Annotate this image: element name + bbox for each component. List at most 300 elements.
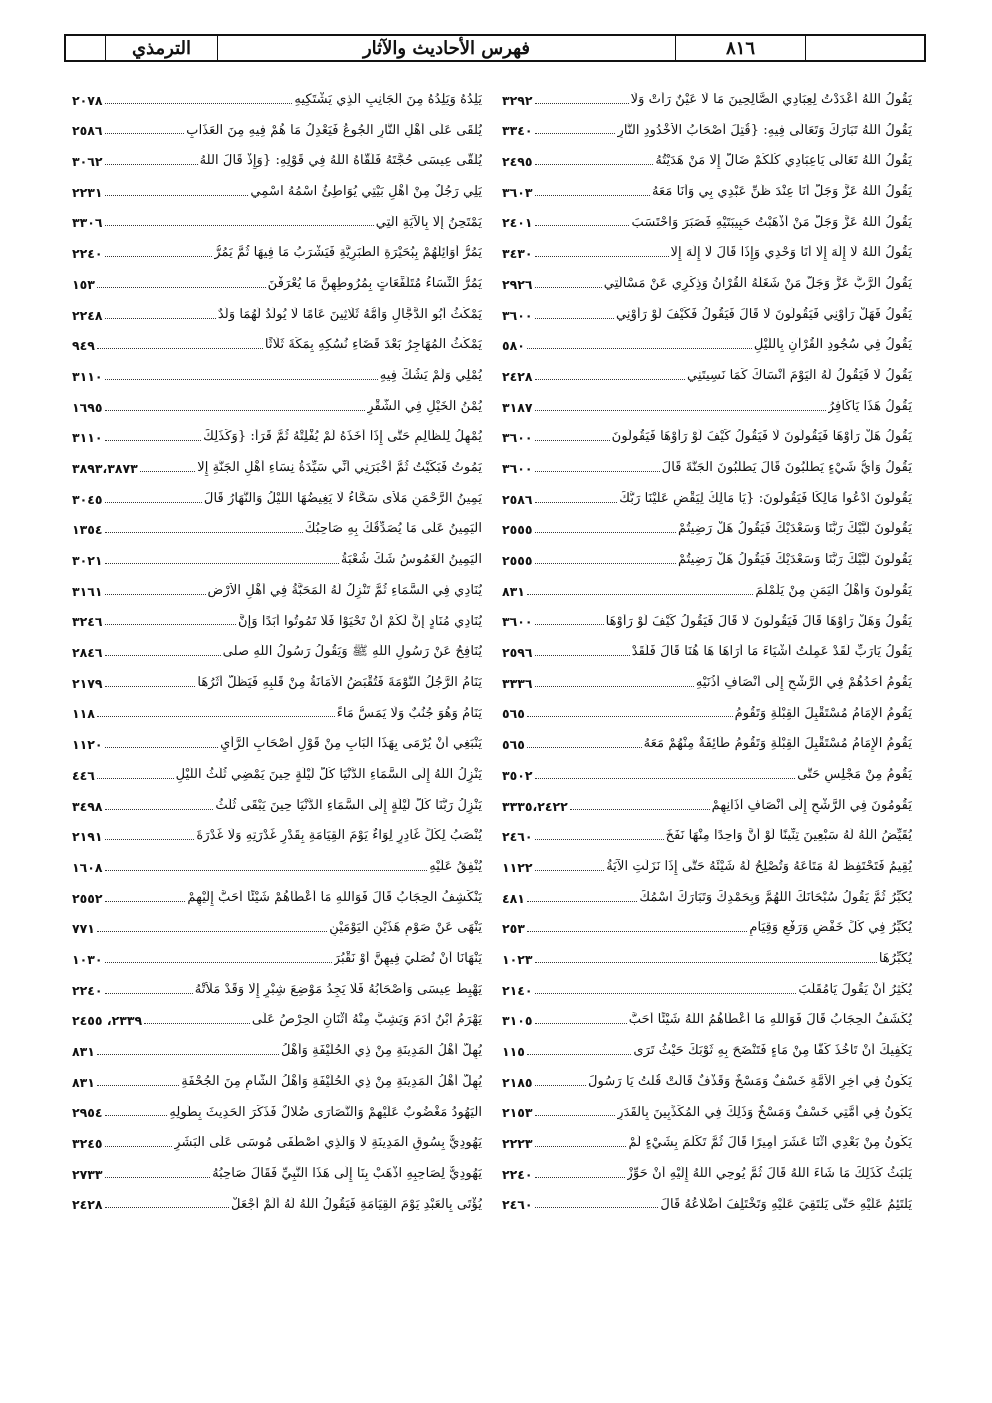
entry-text: يَقُولُ اللَّهُ تَبَارَكَ وَتَعَالَى فِيهِ: {قُتِلَ أَصْحَابُ الْأُخْدُودِ النَّارِ — [617, 122, 912, 138]
entry-hadith-number: ٣٠٦٢ — [72, 154, 103, 170]
index-entry — [502, 817, 912, 848]
index-entry — [72, 1154, 482, 1185]
entry-leader-dots — [535, 1146, 627, 1147]
entry-hadith-number: ٤٤٦ — [72, 767, 95, 783]
index-entry — [502, 1062, 912, 1093]
entry-leader-dots — [105, 103, 293, 104]
entry-text: يَقُومُ مِنْ مَجْلِسٍ حَتَّى — [797, 766, 912, 782]
entry-text: الْيَمِينُ عَلَى مَا يُصَدِّقُكَ بِهِ صَاحِبُكَ — [304, 521, 482, 537]
entry-leader-dots — [97, 778, 174, 779]
entry-text: يَمْكُثُ أَبُو الدَّجَّالِ وَأُمُّهُ ثَلَاثِينَ عَامًا لَا يُولَدُ لَهُمَا وَلَدٌ — [217, 306, 482, 322]
entry-text: يَكُونُ فِي آخِرِ الْأُمَّةِ خَسْفٌ وَمَسْخٌ وَقَذْفٌ قَالَتْ قُلْتُ يَا رَسُولَ — [587, 1073, 912, 1089]
index-entry — [72, 571, 482, 602]
entry-text: يُكْشَفُ الْحِجَابُ قَالَ فَوَاللَّهِ مَا أَعْطَاهُمُ اللَّهُ شَيْئًا أَحَبَّ — [628, 1012, 912, 1028]
entry-leader-dots — [535, 1085, 586, 1086]
index-entry — [72, 632, 482, 663]
index-entry — [502, 1031, 912, 1062]
entry-hadith-number: ٧٧١ — [72, 921, 95, 937]
entry-hadith-number: ١٠٢٣ — [502, 951, 533, 967]
entry-hadith-number: ٣٢٤٦ — [72, 614, 103, 630]
entry-leader-dots — [97, 1085, 179, 1086]
entry-hadith-number: ٥٨٠ — [502, 338, 525, 354]
entry-text: يَنَامُ وَهُوَ جُنُبٌ وَلَا يَمَسُّ مَاءً — [336, 705, 482, 721]
entry-text: يُنْصَبُ لِكُلِّ غَادِرٍ لِوَاءٌ يَوْمَ الْقِيَامَةِ بِقَدْرِ غَدْرَتِهِ وَلَا غَدْرَةَ — [196, 828, 482, 844]
index-entry — [72, 172, 482, 203]
entry-text: يَقُولُ اللَّهُ عَزَّ وَجَلَّ أَنَا عِنْدَ ظَنِّ عَبْدِي بِي وَأَنَا مَعَهُ — [651, 183, 912, 199]
entry-hadith-number: ٣٨٩٣،٣٨٧٣ — [72, 460, 138, 476]
entry-hadith-number: ٥٦٥ — [502, 706, 525, 722]
entry-leader-dots — [535, 655, 630, 656]
entry-text: يَقُولُ وَأَيُّ شَيْءٍ يَطْلُبُونَ قَالَ يَطْلُبُونَ الْجَنَّةَ قَالَ — [661, 460, 912, 476]
entry-text: يُهِلُّ أَهْلُ الْمَدِينَةِ مِنْ ذِي الْحُلَيْفَةِ وَأَهْلُ — [281, 1043, 482, 1059]
entry-hadith-number: ٢١٤٠ — [502, 982, 533, 998]
entry-hadith-number: ٢١٩١ — [72, 829, 103, 845]
entry-hadith-number: ١٠٣٠ — [72, 951, 103, 967]
entry-text: يَقُولُ هَلْ رَأَوْهَا فَيَقُولُونَ لَا فَيَقُولُ كَيْفَ لَوْ رَأَوْهَا فَيَقُولُونَ — [611, 429, 912, 445]
index-entry — [72, 755, 482, 786]
entry-leader-dots — [144, 1023, 250, 1024]
entry-text: الْيَمِينُ الْغَمُوسُ شَكَّ شُعْبَةُ — [340, 552, 482, 568]
index-entry — [72, 264, 482, 295]
entry-leader-dots — [535, 225, 630, 226]
entry-text: يَلْتَئِمُ عَلَيْهِ حَتَّى يَلْتَقِيَ عَلَيْهِ وَتَخْتَلِفَ أَضْلَاعُهُ قَالَ — [660, 1196, 912, 1212]
index-entry — [72, 233, 482, 264]
index-entry — [72, 939, 482, 970]
entry-hadith-number: ٣١١٠ — [72, 430, 103, 446]
index-entry — [502, 909, 912, 940]
entry-hadith-number: ١١٢٠ — [72, 737, 103, 753]
entry-text: يُنَادِي فِي السَّمَاءِ ثُمَّ تَنْزِلُ لَهُ الْمَحَبَّةُ فِي أَهْلِ الْأَرْضِ — [207, 582, 482, 598]
entry-leader-dots — [535, 195, 650, 196]
index-columns — [72, 80, 912, 1380]
entry-text: يَقُولُ هَذَا يَاكَافِرُ — [827, 398, 912, 414]
entry-text: يَكُونُ فِي أُمَّتِي خَسْفٌ وَمَسْخٌ وَذَلِكَ فِي الْمُكَذِّبِينَ بِالْقَدَرِ — [617, 1104, 912, 1120]
entry-text: يَهُودِيٌّ بِسُوقِ الْمَدِينَةِ لَا وَالَّذِي اصْطَفَى مُوسَى عَلَى الْبَشَرِ — [174, 1135, 482, 1151]
entry-hadith-number: ٣٤٩٨ — [72, 798, 103, 814]
index-entry — [72, 602, 482, 633]
index-title: فهرس الأحاديث والآثار — [218, 36, 676, 60]
entry-leader-dots — [535, 318, 614, 319]
entry-hadith-number: ٢١٨٥ — [502, 1074, 533, 1090]
entry-leader-dots — [535, 1207, 659, 1208]
entry-hadith-number: ١١٨ — [72, 706, 95, 722]
index-entry — [72, 448, 482, 479]
entry-text: يَمْكُثُ الْمُهَاجِرُ بَعْدَ قَضَاءِ نُسُكِهِ بِمَكَّةَ ثَلَاثًا — [264, 337, 482, 353]
index-entry — [502, 724, 912, 755]
index-entry — [502, 510, 912, 541]
entry-text: يَقُومُ أَحَدُهُمْ فِي الرَّشْحِ إِلَى أَنْصَافِ أُذُنَيْهِ — [695, 674, 912, 690]
entry-text: يَهُودِيٌّ لِصَاحِبِهِ اذْهَبْ بِنَا إِلَى هَذَا النَّبِيِّ فَقَالَ صَاحِبُهُ — [212, 1165, 482, 1181]
entry-hadith-number: ٢٣٣٩، ٢٤٥٥ — [72, 1013, 143, 1029]
entry-leader-dots — [535, 1177, 625, 1178]
entry-text: يَهْبِطُ عِيسَى وَأَصْحَابُهُ فَلَا يَجِدُ مَوْضِعَ شِبْرٍ إِلَّا وَقَدْ مَلَأَتْهُ — [194, 981, 482, 997]
entry-leader-dots — [105, 747, 219, 748]
entry-hadith-number: ٢٧٣٣ — [72, 1166, 103, 1182]
entry-leader-dots — [535, 532, 676, 533]
entry-leader-dots — [535, 471, 660, 472]
entry-hadith-number: ٣٣٤٠ — [502, 123, 533, 139]
entry-hadith-number: ٢٥٥٢ — [72, 890, 103, 906]
entry-text: يَقُومُ الْإِمَامُ مُسْتَقْبِلَ الْقِبْلَةِ وَتَقُومُ — [734, 705, 912, 721]
index-entry — [72, 817, 482, 848]
entry-leader-dots — [535, 287, 602, 288]
entry-text: يُكَبِّرُهَا — [878, 951, 912, 967]
index-entry — [502, 632, 912, 663]
entry-hadith-number: ٢٩٥٤ — [72, 1105, 103, 1121]
entry-text: يَقُومُونَ فِي الرَّشْحِ إِلَى أَنْصَافِ آذَانِهِمْ — [711, 797, 912, 813]
entry-text: يَنْزِلُ اللَّهُ إِلَى السَّمَاءِ الدُّنْيَا كُلَّ لَيْلَةٍ حِينَ يَمْضِي ثُلُثُ اللَّيْلِ — [175, 766, 482, 782]
entry-text: يَقُولُ فَهَلْ رَأَوْنِي فَيَقُولُونَ لَا قَالَ فَيَقُولُ فَكَيْفَ لَوْ رَأَوْنِي — [615, 306, 912, 322]
entry-hadith-number: ١١٢٢ — [502, 859, 533, 875]
entry-hadith-number: ٨٣١ — [502, 583, 525, 599]
entry-hadith-number: ٩٤٩ — [72, 338, 95, 354]
entry-hadith-number: ٣٣٠٦ — [72, 215, 103, 231]
entry-text: يَنْزِلُ رَبُّنَا كُلَّ لَيْلَةٍ إِلَى السَّمَاءِ الدُّنْيَا حِينَ يَبْقَى ثُلُثُ — [215, 797, 482, 813]
entry-hadith-number: ٢٢٤٠ — [72, 982, 103, 998]
entry-text: يُؤْتَى بِالْعَبْدِ يَوْمَ الْقِيَامَةِ فَيَقُولُ اللَّهُ لَهُ أَلَمْ أَجْعَلْ — [231, 1196, 482, 1212]
entry-leader-dots — [535, 563, 676, 564]
entry-hadith-number: ٨٣١ — [72, 1074, 95, 1090]
entry-leader-dots — [527, 931, 748, 932]
entry-hadith-number: ٢٩٢٦ — [502, 276, 533, 292]
entry-hadith-number: ٥٦٥ — [502, 737, 525, 753]
entry-leader-dots — [535, 1023, 627, 1024]
entry-text: يَنَامُ الرَّجُلُ النَّوْمَةَ فَتُقْبَضُ الْأَمَانَةُ مِنْ قَلْبِهِ فَيَظَلُّ أَثَرُهَا — [197, 674, 482, 690]
entry-leader-dots — [140, 471, 195, 472]
entry-leader-dots — [105, 686, 196, 687]
index-entry — [72, 295, 482, 326]
entry-leader-dots — [535, 839, 664, 840]
entry-hadith-number: ١٥٣ — [72, 276, 95, 292]
entry-hadith-number: ٨٣١ — [72, 1044, 95, 1059]
entry-hadith-number: ٢٢٤٨ — [72, 307, 103, 323]
entry-text: يَنْهَانَا أَنْ نُصَلِّيَ فِيهِنَّ أَوْ نَقْبُرَ — [333, 951, 482, 967]
entry-leader-dots — [527, 747, 642, 748]
entry-leader-dots — [105, 1115, 168, 1116]
index-entry — [72, 786, 482, 817]
index-entry — [502, 295, 912, 326]
index-entry — [502, 356, 912, 387]
page-header — [64, 34, 926, 62]
index-entry — [502, 939, 912, 970]
index-entry — [502, 571, 912, 602]
entry-hadith-number: ٣١١٠ — [72, 368, 103, 384]
entry-hadith-number: ٢٢٣١ — [72, 184, 103, 200]
entry-hadith-number: ٢٢٢٣ — [502, 1136, 533, 1152]
entry-leader-dots — [535, 1115, 616, 1116]
entry-text: يُنَافِحُ عَنْ رَسُولِ اللَّهِ ﷺ وَيَقُولُ رَسُولُ اللَّهِ صلى — [222, 644, 482, 660]
entry-text: يَهْرَمُ ابْنُ آدَمَ وَيَشِبُّ مِنْهُ اثْنَانِ الْحِرْصُ عَلَى — [251, 1012, 482, 1028]
entry-leader-dots — [105, 440, 202, 441]
entry-text: يَقُولُونَ ادْعُوا مَالِكًا فَيَقُولُونَ: {يَا مَالِكُ لِيَقْضِ عَلَيْنَا رَبُّكَ — [619, 490, 912, 506]
entry-text: يُكْثِرُ أَنْ يَقُولَ يَامُقَلِّبَ — [798, 981, 912, 997]
index-entry — [502, 847, 912, 878]
index-entry — [502, 233, 912, 264]
entry-hadith-number: ٣٣٣٥،٢٤٢٢ — [502, 798, 568, 814]
index-entry — [502, 264, 912, 295]
entry-text: يَنْكَشِفُ الْحِجَابُ قَالَ فَوَاللَّهِ مَا أَعْطَاهُمْ شَيْئًا أَحَبَّ إِلَيْهِمْ — [187, 889, 482, 905]
index-entry — [502, 878, 912, 909]
entry-text: يَمُرُّ النِّسَاءُ مُتَلَفِّعَاتٍ بِمُرُوطِهِنَّ مَا يُعْرَفْنَ — [267, 275, 482, 291]
index-entry — [502, 1001, 912, 1032]
index-entry — [72, 1062, 482, 1093]
entry-hadith-number: ٢١٧٩ — [72, 675, 103, 691]
entry-leader-dots — [105, 1207, 230, 1208]
entry-leader-dots — [535, 133, 616, 134]
entry-leader-dots — [535, 962, 877, 963]
entry-hadith-number: ٣٠٢١ — [72, 553, 103, 568]
entry-text: يَقُولُ اللَّهُ أَعْدَدْتُ لِعِبَادِي الصَّالِحِينَ مَا لَا عَيْنٌ رَأَتْ وَلَا — [630, 91, 912, 107]
index-entry — [72, 356, 482, 387]
entry-leader-dots — [527, 594, 753, 595]
entry-leader-dots — [97, 931, 327, 932]
entry-leader-dots — [105, 594, 206, 595]
index-entry — [72, 1093, 482, 1124]
index-entry — [72, 203, 482, 234]
entry-hadith-number: ٣٢٤٥ — [72, 1136, 103, 1152]
entry-leader-dots — [105, 993, 193, 994]
entry-text: يَقُولُ لَا فَيَقُولُ لَهُ الْيَوْمَ أَنْسَاكَ كَمَا نَسِيتَنِي — [687, 368, 912, 384]
entry-hadith-number: ٣٥٠٢ — [502, 767, 533, 783]
entry-text: يَقُومُ الْإِمَامُ مُسْتَقْبِلَ الْقِبْلَةِ وَتَقُومُ طَائِفَةٌ مِنْهُمْ مَعَهُ — [643, 736, 912, 752]
entry-leader-dots — [535, 256, 669, 257]
entry-leader-dots — [105, 1146, 173, 1147]
entry-text: الْيَهُودُ مَغْضُوبٌ عَلَيْهِمْ وَالنَّصَارَى ضُلَّالٌ فَذَكَرَ الْحَدِيثَ بِطُولِهِ — [169, 1104, 482, 1120]
index-entry — [502, 111, 912, 142]
entry-text: يَقُولُونَ لَبَّيْكَ رَبَّنَا وَسَعْدَيْكَ فَيَقُولُ هَلْ رَضِيتُمْ — [677, 552, 912, 568]
entry-leader-dots — [105, 502, 202, 503]
index-entry — [502, 540, 912, 571]
entry-leader-dots — [105, 1177, 211, 1178]
entry-hadith-number: ٢٤٦٠ — [502, 829, 533, 845]
entry-leader-dots — [527, 348, 752, 349]
entry-leader-dots — [105, 532, 303, 533]
index-entry — [72, 111, 482, 142]
entry-hadith-number: ٢٢٤٠ — [72, 246, 103, 262]
entry-leader-dots — [105, 655, 221, 656]
entry-hadith-number: ٢٢٤٠ — [502, 1166, 533, 1182]
index-column-left — [72, 80, 482, 1380]
entry-text: يُكَبِّرُ ثُمَّ يَقُولُ سُبْحَانَكَ اللَّهُمَّ وَبِحَمْدِكَ وَتَبَارَكَ اسْمُكَ — [639, 889, 912, 905]
entry-hadith-number: ٣٦٠٠ — [502, 460, 533, 476]
entry-leader-dots — [535, 440, 610, 441]
entry-hadith-number: ٢٠٧٨ — [72, 92, 103, 108]
index-entry — [502, 1123, 912, 1154]
entry-text: يَنْهَى عَنْ صَوْمِ هَذَيْنِ الْيَوْمَيْنِ — [329, 920, 482, 936]
entry-leader-dots — [535, 410, 826, 411]
entry-hadith-number: ٢٥٩٦ — [502, 645, 533, 661]
entry-hadith-number: ٣١٦١ — [72, 583, 103, 599]
entry-text: يَلْبَثُ كَذَلِكَ مَا شَاءَ اللَّهُ قَالَ ثُمَّ يُوحِي اللَّهُ إِلَيْهِ أَنْ حَوِّزْ — [626, 1165, 912, 1181]
entry-text: يُمْلِي وَلَمْ يَشُكَّ فِيهِ — [379, 368, 482, 384]
entry-text: يَنْبَغِي أَنْ يُرْمَى بِهَذَا الْبَابِ مِنْ قَوْلِ أَصْحَابِ الرَّأْيِ — [220, 736, 482, 752]
index-entry — [502, 663, 912, 694]
entry-leader-dots — [570, 809, 710, 810]
index-entry — [502, 694, 912, 725]
entry-leader-dots — [105, 809, 214, 810]
index-entry — [72, 1031, 482, 1062]
entry-text: يَقُولُ وَهَلْ رَأَوْهَا قَالَ فَيَقُولُونَ لَا قَالَ فَيَقُولُ كَيْفَ لَوْ رَأَوْهَا — [605, 613, 912, 629]
entry-leader-dots — [97, 348, 263, 349]
entry-hadith-number: ٢٤٩٥ — [502, 154, 533, 170]
entry-hadith-number: ٣٠٤٥ — [72, 491, 103, 507]
entry-leader-dots — [527, 1054, 631, 1055]
entry-text: يَمُوتُ فَبَكَيْتُ ثُمَّ أَخْبَرَنِي أَنِّي سَيِّدَةُ نِسَاءِ أَهْلِ الْجَنَّةِ إِلَّا — [197, 460, 482, 476]
entry-hadith-number: ٣٦٠٠ — [502, 614, 533, 630]
entry-leader-dots — [105, 962, 332, 963]
entry-text: يَقُولُ يَارَبِّ لَقَدْ عَمِلْتُ أَشْيَاءَ مَا أَرَاهَا هَا هُنَا قَالَ فَلَقَدْ — [631, 644, 912, 660]
entry-leader-dots — [105, 256, 213, 257]
entry-text: يَلِدُهُ وَيَلِدُهُ مِنَ الْجَانِبِ الَّذِي يَشْتَكِيهِ — [294, 91, 482, 107]
entry-text: يَمِينُ الرَّحْمَنِ مَلْأَى سَحَّاءُ لَا يَغِيضُهَا اللَّيْلُ وَالنَّهَارُ قَالَ — [203, 490, 482, 506]
entry-hadith-number: ١٦٩٥ — [72, 399, 103, 415]
entry-leader-dots — [105, 870, 428, 871]
index-entry — [72, 418, 482, 449]
entry-text: يَقُولُونَ وَأَهْلُ الْيَمَنِ مِنْ يَلَمْلَمَ — [755, 582, 912, 598]
index-entry — [502, 1093, 912, 1124]
entry-text: يَقُولُ الرَّبُّ عَزَّ وَجَلَّ مَنْ شَغَلَهُ الْقُرْآنُ وَذِكْرِي عَنْ مَسْأَلَتِي — [603, 275, 912, 291]
entry-text: يُقِيمُ فَتَحْتَفِظُ لَهُ مَتَاعَهُ وَتُصْلِحُ لَهُ شَيْئَهُ حَتَّى إِذَا نَزَلَتِ الْآيَةُ — [606, 859, 912, 875]
entry-hadith-number: ٣٣٣٦ — [502, 675, 533, 691]
entry-leader-dots — [535, 624, 604, 625]
entry-leader-dots — [535, 870, 605, 871]
index-entry — [502, 203, 912, 234]
entry-leader-dots — [105, 133, 185, 134]
entry-leader-dots — [105, 318, 216, 319]
entry-leader-dots — [105, 410, 366, 411]
header-blank-cell-right — [806, 36, 924, 60]
entry-hadith-number: ١٣٥٤ — [72, 522, 103, 538]
entry-hadith-number: ٣٦٠٣ — [502, 184, 533, 200]
entry-leader-dots — [105, 839, 195, 840]
entry-text: يَقُولُ فِي سُجُودِ الْقُرْآنِ بِاللَّيْلِ — [753, 337, 912, 353]
entry-text: يَمْتَحِنُ إِلَّا بِالْآيَةِ الَّتِي — [375, 214, 482, 230]
index-entry — [72, 387, 482, 418]
entry-text: يُنْفِقُ عَلَيْهِ — [429, 859, 482, 875]
entry-leader-dots — [105, 379, 378, 380]
index-entry — [502, 1154, 912, 1185]
entry-text: يَكُونُ مِنْ بَعْدِي اثْنَا عَشَرَ أَمِيرًا قَالَ ثُمَّ تَكَلَّمَ بِشَيْءٍ لَمْ — [628, 1135, 912, 1151]
index-entry — [72, 1123, 482, 1154]
index-entry — [502, 387, 912, 418]
entry-hadith-number: ٢٨٤٦ — [72, 645, 103, 661]
index-entry — [502, 141, 912, 172]
index-entry — [502, 970, 912, 1001]
entry-hadith-number: ٣٤٣٠ — [502, 246, 533, 262]
entry-text: يُمْهِلُ لِلظَّالِمِ حَتَّى إِذَا أَخَذَهُ لَمْ يُفْلِتْهُ ثُمَّ قَرَأَ: {وَكَذَلِكَ — [203, 429, 482, 445]
entry-text: يُمْنُ الْخَيْلِ فِي الشُّقْرِ — [367, 398, 482, 414]
entry-hadith-number: ٢٤٠١ — [502, 215, 533, 231]
entry-text: يُكَبِّرُ فِي كُلِّ خَفْضٍ وَرَفْعٍ وَقِيَامٍ — [749, 920, 912, 936]
entry-hadith-number: ١٦٠٨ — [72, 859, 103, 875]
entry-hadith-number: ٣٦٠٠ — [502, 307, 533, 323]
index-entry — [72, 909, 482, 940]
entry-leader-dots — [105, 225, 374, 226]
entry-text: يُلْقَى عَلَى أَهْلِ النَّارِ الْجُوعُ فَيَعْدِلُ مَا هُمْ فِيهِ مِنَ الْعَذَابِ — [186, 122, 482, 138]
entry-hadith-number: ٢١٥٣ — [502, 1105, 533, 1121]
index-entry — [72, 479, 482, 510]
entry-text: يُقَيِّضُ اللَّهُ لَهُ سَبْعِينَ تِنِّينًا لَوْ أَنَّ وَاحِدًا مِنْهَا نَفَخَ — [665, 828, 912, 844]
entry-leader-dots — [535, 103, 629, 104]
index-entry — [502, 786, 912, 817]
entry-leader-dots — [97, 287, 266, 288]
entry-leader-dots — [535, 379, 686, 380]
index-entry — [502, 448, 912, 479]
index-entry — [72, 1001, 482, 1032]
entry-hadith-number: ٣٦٠٠ — [502, 430, 533, 446]
index-entry — [502, 479, 912, 510]
index-entry — [72, 694, 482, 725]
entry-hadith-number: ٢٤٢٨ — [72, 1197, 103, 1213]
entry-leader-dots — [105, 195, 249, 196]
entry-leader-dots — [527, 716, 733, 717]
index-entry — [502, 80, 912, 111]
entry-hadith-number: ٢٥٣ — [502, 921, 525, 937]
entry-hadith-number: ٢٤٢٨ — [502, 368, 533, 384]
index-entry — [502, 602, 912, 633]
index-entry — [72, 326, 482, 357]
entry-leader-dots — [527, 901, 637, 902]
entry-leader-dots — [535, 993, 797, 994]
entry-hadith-number: ٣٢٩٢ — [502, 92, 533, 108]
page-number: ٨١٦ — [676, 36, 806, 60]
index-entry — [502, 755, 912, 786]
entry-hadith-number: ٢٥٨٦ — [502, 491, 533, 507]
entry-text: يَقُولُ اللَّهُ عَزَّ وَجَلَّ مَنْ أَذْهَبْتُ حَبِيبَتَيْهِ فَصَبَرَ وَاحْتَسَبَ — [631, 214, 912, 230]
entry-text: يُنَادِي مُنَادٍ إِنَّ لَكُمْ أَنْ تَحْيَوْا فَلَا تَمُوتُوا أَبَدًا وَإِنَّ — [237, 613, 482, 629]
index-entry — [72, 1185, 482, 1216]
entry-hadith-number: ٢٥٨٦ — [72, 123, 103, 139]
index-entry — [502, 1185, 912, 1216]
entry-leader-dots — [97, 716, 335, 717]
entry-leader-dots — [105, 164, 198, 165]
entry-hadith-number: ٣١٨٧ — [502, 399, 533, 415]
entry-text: يُهِلُّ أَهْلُ الْمَدِينَةِ مِنْ ذِي الْحُلَيْفَةِ وَأَهْلُ الشَّامِ مِنَ الْجُحْفَةِ — [181, 1073, 482, 1089]
header-blank-cell-left — [66, 36, 106, 60]
index-entry — [72, 510, 482, 541]
entry-hadith-number: ٢٤٦٠ — [502, 1197, 533, 1213]
entry-leader-dots — [535, 502, 618, 503]
entry-text: يُلَقَّى عِيسَى حُجَّتَهُ فَلَقَّاهُ اللَّهُ فِي قَوْلِهِ: {وَإِذْ قَالَ اللَّهُ — [199, 153, 482, 169]
entry-leader-dots — [105, 624, 236, 625]
entry-text: يَقُولُ اللَّهُ لَا إِلَهَ إِلَّا أَنَا وَحْدِي وَإِذَا قَالَ لَا إِلَهَ إِلَّا — [670, 245, 912, 261]
entry-hadith-number: ٢٥٥٥ — [502, 522, 533, 538]
entry-leader-dots — [535, 686, 694, 687]
entry-text: يَمُرُّ أَوَائِلُهُمْ بِبُحَيْرَةِ الطَّبَرِيَّةِ فَيَشْرَبُ مَا فِيهَا ثُمَّ يَمُرُّ — [214, 245, 482, 261]
index-entry — [502, 172, 912, 203]
entry-hadith-number: ٤٨١ — [502, 890, 525, 906]
entry-leader-dots — [105, 901, 186, 902]
index-entry — [502, 326, 912, 357]
index-entry — [72, 724, 482, 755]
index-column-right — [502, 80, 912, 1380]
index-entry — [72, 847, 482, 878]
entry-text: يَلِي رَجُلٌ مِنْ أَهْلِ بَيْتِي يُوَاطِئُ اسْمُهُ اسْمِي — [250, 183, 482, 199]
entry-text: يَكْفِيكَ أَنْ تَأْخُذَ كَفًّا مِنْ مَاءٍ فَتَنْضَحَ بِهِ ثَوْبَكَ حَيْثُ تَرَى — [633, 1043, 912, 1059]
entry-leader-dots — [97, 1054, 279, 1055]
entry-text: يَقُولُ اللَّهُ تَعَالَى يَاعِبَادِي كُلُّكُمْ ضَالٌّ إِلَّا مَنْ هَدَيْتُهُ — [655, 153, 912, 169]
book-name: الترمذي — [106, 36, 218, 60]
index-entry — [72, 80, 482, 111]
entry-leader-dots — [535, 778, 796, 779]
index-entry — [72, 540, 482, 571]
index-entry — [72, 970, 482, 1001]
entry-text: يَقُولُونَ لَبَّيْكَ رَبَّنَا وَسَعْدَيْكَ فَيَقُولُ هَلْ رَضِيتُمْ — [677, 521, 912, 537]
entry-leader-dots — [105, 563, 339, 564]
entry-hadith-number: ٢٥٥٥ — [502, 553, 533, 568]
entry-leader-dots — [535, 164, 654, 165]
index-entry — [72, 141, 482, 172]
